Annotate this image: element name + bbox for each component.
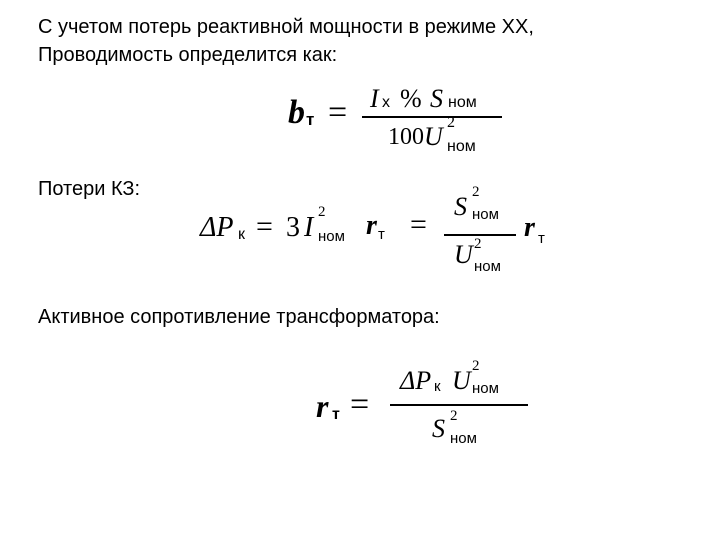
formula-r-fraction-bar [390,404,528,406]
formula-dp-r-sub: т [378,226,385,243]
formula-b-num-s: S [430,84,443,113]
formula-dp-num-s-sub: ном [472,206,499,223]
formula-r-lhs-sub: т [332,406,340,423]
formula-dp-delta: ΔP [200,212,234,243]
formula-b-den-u-sub: ном [447,138,476,155]
formula-dp-den-u-sub: ном [474,258,501,275]
formula-dp-r2: r [524,212,535,243]
formula-r-num-dp-sub: к [434,378,441,395]
section-kz-label: Потери КЗ: [38,178,141,200]
formula-r-den-s-sup: 2 [450,408,458,424]
formula-b-den-u: U [424,122,443,151]
formula-dp-eq2: = [410,208,427,241]
formula-dp-num-s: S [454,192,467,221]
formula-dp-i: I [304,212,314,243]
formula-r-den-s-sub: ном [450,430,477,447]
intro-line-2: Проводимость определится как: [38,44,338,66]
formula-b-eq: = [328,94,348,131]
formula-b-den-coef: 100 [388,124,424,150]
section-r-label: Активное сопротивление трансформатора: [38,306,440,328]
formula-b-lhs: b [288,94,305,131]
formula-r-eq: = [350,386,370,423]
formula-dp-den-u-sup: 2 [474,236,482,252]
formula-b-den-u-sup: 2 [447,114,455,131]
formula-b-num-s-sub: ном [448,94,477,111]
formula-b-num-i: I [370,84,379,113]
formula-dp-r: r [366,210,377,241]
formula-dp-eq1: = [256,210,273,243]
intro-line-1: С учетом потерь реактивной мощности в режиме ХХ, [38,16,534,38]
formula-b-num-i-sub: х [382,94,390,111]
formula-dp-coef: 3 [286,212,300,243]
formula-r-lhs: r [316,388,329,424]
formula-dp-r2-sub: т [538,230,545,247]
formula-r-num-u-sub: ном [472,380,499,397]
formula-b-num-pct: % [400,84,422,113]
formula-r-num-u: U [452,366,471,395]
formula-dp-den-u: U [454,240,473,269]
formula-r-num-dp: ΔP [400,366,432,395]
formula-dp-i-sup: 2 [318,204,326,220]
formula-dp-i-sub: ном [318,228,345,245]
formula-dp-delta-sub: к [238,226,245,243]
formula-b-lhs-sub: т [306,110,315,129]
formula-dp-num-s-sup: 2 [472,184,480,200]
formula-r-num-u-sup: 2 [472,358,480,374]
formula-r-den-s: S [432,414,445,443]
